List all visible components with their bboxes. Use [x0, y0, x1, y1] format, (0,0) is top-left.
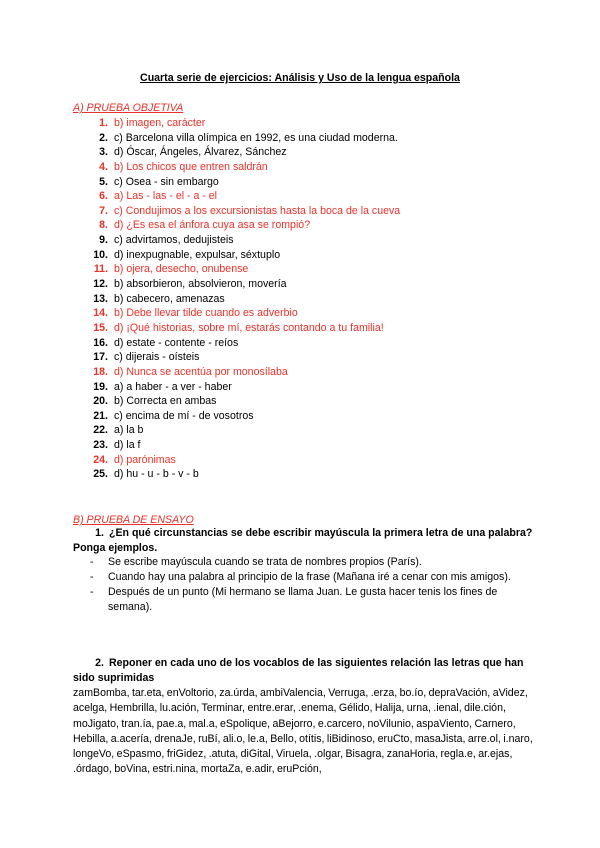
objective-answer-item	[90, 262, 400, 277]
word-list-paragraph: zamBomba, tar.eta, enVoltorio, za.úrda, ambiValencia, Verruga, .erza, bo.ío, depraVación, aVidez, acelga, Hembrilla, lu.ación, Terminar, entre.erar, .enema, Gélido, Halija, urna, .ienal, dile.ción, moJigato, tran.ía, pae.a, mal.a, eSpolique, aBejorro, e.carcero, noVilunio, aspaViento, Carnero, Hebilla, a.acería, drenaJe, ruBí, ali.o, le.a, Bello, otítis, liBidinoso, eruCto, masaJista, arre.ol, i.naro, longeVo, eSpasmo, friGidez, .atuta, diGital, Viruela, .olgar, Bisagra, zanaHoria, regla.e, ar.ejas, .órdago, boVina, estri.nina, mortaZa, e.adir, eruPción,	[73, 687, 533, 776]
item-answer: b) Correcta en ambas	[114, 395, 217, 408]
essay-question-2	[73, 656, 533, 686]
objective-answer-item	[90, 189, 400, 204]
objective-answer-item	[90, 233, 400, 248]
item-answer: d) la f	[114, 439, 141, 452]
item-number: 6.	[99, 190, 108, 203]
objective-answer-item	[90, 145, 400, 160]
item-answer: d) Óscar, Ángeles, Álvarez, Sánchez	[114, 146, 287, 159]
objective-answer-item	[90, 277, 400, 292]
question-number: 1.	[95, 527, 104, 539]
document-title: Cuarta serie de ejercicios: Análisis y Uso de la lengua española	[140, 72, 460, 84]
item-answer: d) estate - contente - reíos	[114, 336, 239, 349]
item-answer: a) Las - las - el - a - el	[114, 190, 218, 203]
item-number: 17.	[93, 351, 108, 364]
item-number: 7.	[99, 204, 108, 217]
objective-answer-item	[90, 453, 400, 468]
item-answer: c) Osea - sin embargo	[114, 175, 219, 188]
item-answer: a) la b	[114, 424, 144, 437]
bullet-dash: -	[90, 571, 94, 583]
item-answer: c) advirtamos, dedujisteis	[114, 234, 234, 247]
item-number: 21.	[93, 409, 108, 422]
item-answer: d) hu - u - b - v - b	[114, 468, 199, 481]
item-answer: d) ¿Es esa el ánfora cuya asa se rompió?	[114, 219, 311, 232]
item-number: 10.	[93, 248, 108, 261]
item-number: 16.	[93, 336, 108, 349]
item-number: 8.	[99, 219, 108, 232]
objective-answer-item	[90, 350, 400, 365]
section-b-heading: B) PRUEBA DE ENSAYO	[73, 514, 194, 526]
item-number: 4.	[99, 160, 108, 173]
item-number: 13.	[93, 292, 108, 305]
item-number: 15.	[93, 321, 108, 334]
objective-answer-item	[90, 204, 400, 219]
objective-answer-item	[90, 321, 400, 336]
objective-answer-item	[90, 438, 400, 453]
section-a-heading: A) PRUEBA OBJETIVA	[73, 102, 184, 114]
item-number: 19.	[93, 380, 108, 393]
item-answer: d) inexpugnable, expulsar, séxtuplo	[114, 248, 281, 261]
objective-answer-item	[90, 380, 400, 395]
essay-answer-list	[90, 555, 530, 615]
essay-question-1	[73, 526, 533, 556]
essay-answer-text: Después de un punto (Mi hermano se llama Juan. Le gusta hacer tenis los fines de semana).	[108, 586, 498, 613]
item-number: 23.	[93, 439, 108, 452]
item-answer: d) parónimas	[114, 453, 176, 466]
item-number: 9.	[99, 234, 108, 247]
item-number: 3.	[99, 146, 108, 159]
objective-answer-item	[90, 218, 400, 233]
objective-answer-item	[90, 306, 400, 321]
objective-answer-item	[90, 248, 400, 263]
objective-answer-item	[90, 160, 400, 175]
objective-answer-item	[90, 423, 400, 438]
item-number: 1.	[99, 117, 108, 129]
item-answer: d) ¡Qué historias, sobre mí, estarás contando a tu familia!	[114, 321, 384, 334]
item-number: 5.	[99, 175, 108, 188]
essay-answer-item	[90, 570, 530, 585]
objective-answer-item	[90, 365, 400, 380]
objective-answer-item	[90, 467, 400, 482]
objective-answer-item	[90, 336, 400, 351]
item-answer: b) ojera, desecho, onubense	[114, 263, 249, 276]
item-answer: b) Debe llevar tilde cuando es adverbio	[114, 307, 298, 320]
question-text: Reponer en cada uno de los vocablos de las siguientes relación las letras que han sido suprimidas	[73, 657, 524, 684]
item-number: 24.	[93, 453, 108, 466]
item-number: 25.	[93, 468, 108, 481]
objective-answer-item	[90, 131, 400, 146]
item-answer: b) cabecero, amenazas	[114, 292, 225, 305]
objective-answer-item	[90, 409, 400, 424]
item-number: 12.	[93, 278, 108, 291]
item-answer: c) Barcelona villa olímpica en 1992, es una ciudad moderna.	[114, 131, 398, 144]
item-answer: d) Nunca se acentúa por monosílaba	[114, 365, 288, 378]
objective-answer-item	[90, 292, 400, 307]
bullet-dash: -	[90, 556, 94, 568]
item-number: 2.	[99, 131, 108, 144]
item-number: 20.	[93, 395, 108, 408]
question-text: ¿En qué circunstancias se debe escribir mayúscula la primera letra de una palabra? Ponga ejemplos.	[73, 527, 533, 554]
essay-answer-text: Se escribe mayúscula cuando se trata de nombres propios (París).	[108, 556, 422, 568]
item-answer: b) Los chicos que entren saldrán	[114, 160, 268, 173]
item-answer: c) encima de mí - de vosotros	[114, 409, 254, 422]
objective-answer-item	[90, 175, 400, 190]
objective-answer-item	[90, 394, 400, 409]
item-answer: b) absorbieron, absolvieron, movería	[114, 278, 287, 291]
item-answer: a) a haber - a ver - haber	[114, 380, 232, 393]
item-number: 18.	[93, 365, 108, 378]
essay-answer-text: Cuando hay una palabra al principio de la frase (Mañana iré a cenar con mis amigos).	[108, 571, 511, 583]
objective-answer-item	[90, 116, 400, 131]
item-number: 11.	[93, 263, 108, 276]
essay-answer-item	[90, 585, 530, 615]
item-number: 22.	[93, 424, 108, 437]
essay-answer-item	[90, 555, 530, 570]
item-answer: b) imagen, carácter	[114, 117, 206, 129]
bullet-dash: -	[90, 586, 94, 598]
item-number: 14.	[93, 307, 108, 320]
item-answer: c) dijerais - oísteis	[114, 351, 200, 364]
item-answer: c) Condujimos a los excursionistas hasta la boca de la cueva	[114, 204, 401, 217]
question-number: 2.	[95, 657, 104, 669]
objective-answers-list	[90, 116, 400, 482]
